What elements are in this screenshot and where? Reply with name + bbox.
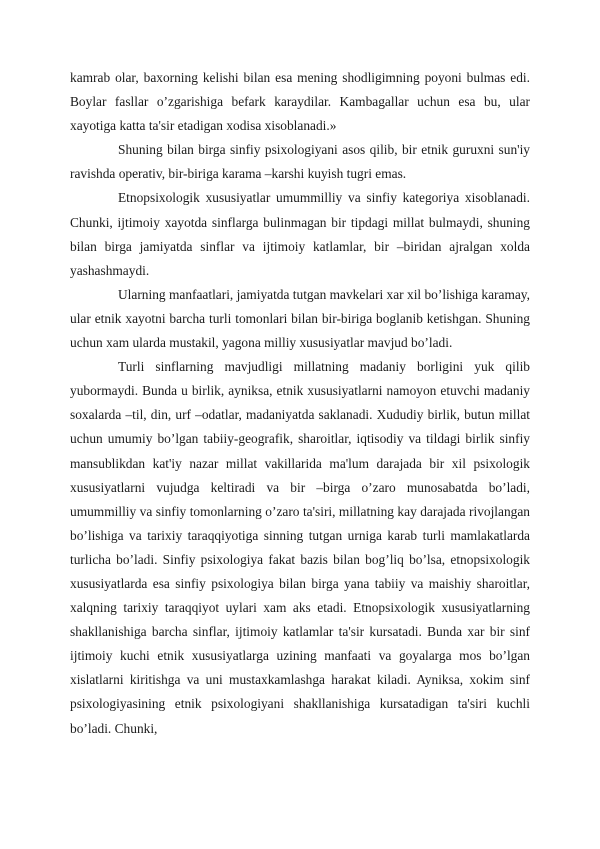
paragraph-interests: Ularning manfaatlari, jamiyatda tutgan mavkelari xar xil bo’lishiga karamay, ular etnik xayotni barcha turli tomonlari bilan bir-biriga boglanib ketishgan. Shuning uchun xam ularda mustakil, yagona milliy xususiyatlar mavjud bo’ladi. bbox=[70, 286, 530, 351]
paragraph-class-psychology: Shuning bilan birga sinfiy psixologiyani asos qilib, bir etnik guruxni sun'iy ravishda operativ, bir-biriga karama –karshi kuyish tugri emas. bbox=[70, 142, 530, 182]
paragraph-ethnopsychological-traits: Etnopsixologik xususiyatlar umummilliy va sinfiy kategoriya xisoblanadi. Chunki, ijtimoiy xayotda sinflarga bulinmagan bir tipdagi millat bulmaydi, shuning bilan birga jamiyatda sinflar va ijtimoiy katlamlar, bir –biridan ajralgan xolda yashashmaydi. bbox=[70, 190, 530, 278]
paragraph-different-classes: Turli sinflarning mavjudligi millatning madaniy borligini yuk qilib yubormaydi. Bunda u birlik, ayniksa, etnik xususiyatlarni namoyon etuvchi madaniy soxalarda –til, din, urf –odatlar, madaniyatda saklanadi. Xududiy birlik, butun millat uchun umumiy bo’lgan tabiiy-geografik, sharoitlar, iqtisodiy va tildagi birlik sinfiy mansublikdan kat'iy nazar millat vakillarida ma'lum darajada bir xil psixologik xususiyatlarni vujudga keltiradi va bir –birga o’zaro munosabatda bo’ladi, umummilliy va sinfiy tomonlarning o’zaro ta'siri, millatning kay darajada rivojlangan bo’lishiga va tarixiy taraqqiyotiga sinning tutgan urniga karab turli mamlakatlarda turlicha bo’ladi. Sinfiy psixologiya fakat bazis bilan bog’liq bo’lsa, etnopsixologik xususiyatlarda esa sinfiy psixologiya bilan birga yana tabiiy va maishiy sharoitlar, xalqning tarixiy taraqqiyot uylari xam aks etadi. Etnopsixologik xususiyatlarning shakllanishiga barcha sinflar, ijtimoiy katlamlar ta'sir kursatadi. Bunda xar bir sinf ijtimoiy kuchi etnik xususiyatlarga uzining manfaati va goyalarga mos bo’lgan xislatlarni kiritishga va uni mustaxkamlashga harakat kiladi. Ayniksa, xokim sinf psixologiyasining etnik psixologiyani shakllanishiga kursatadigan ta'siri kuchli bo’ladi. Chunki, bbox=[70, 359, 530, 736]
document-body bbox=[70, 66, 530, 741]
paragraph-continuation: kamrab olar, baxorning kelishi bilan esa mening shodligimning poyoni bulmas edi. Boylar fasllar o’zgarishiga befark karaydilar. Kambagallar uchun esa bu, ular xayotiga katta ta'sir etadigan xodisa xisoblanadi.» bbox=[70, 70, 530, 134]
